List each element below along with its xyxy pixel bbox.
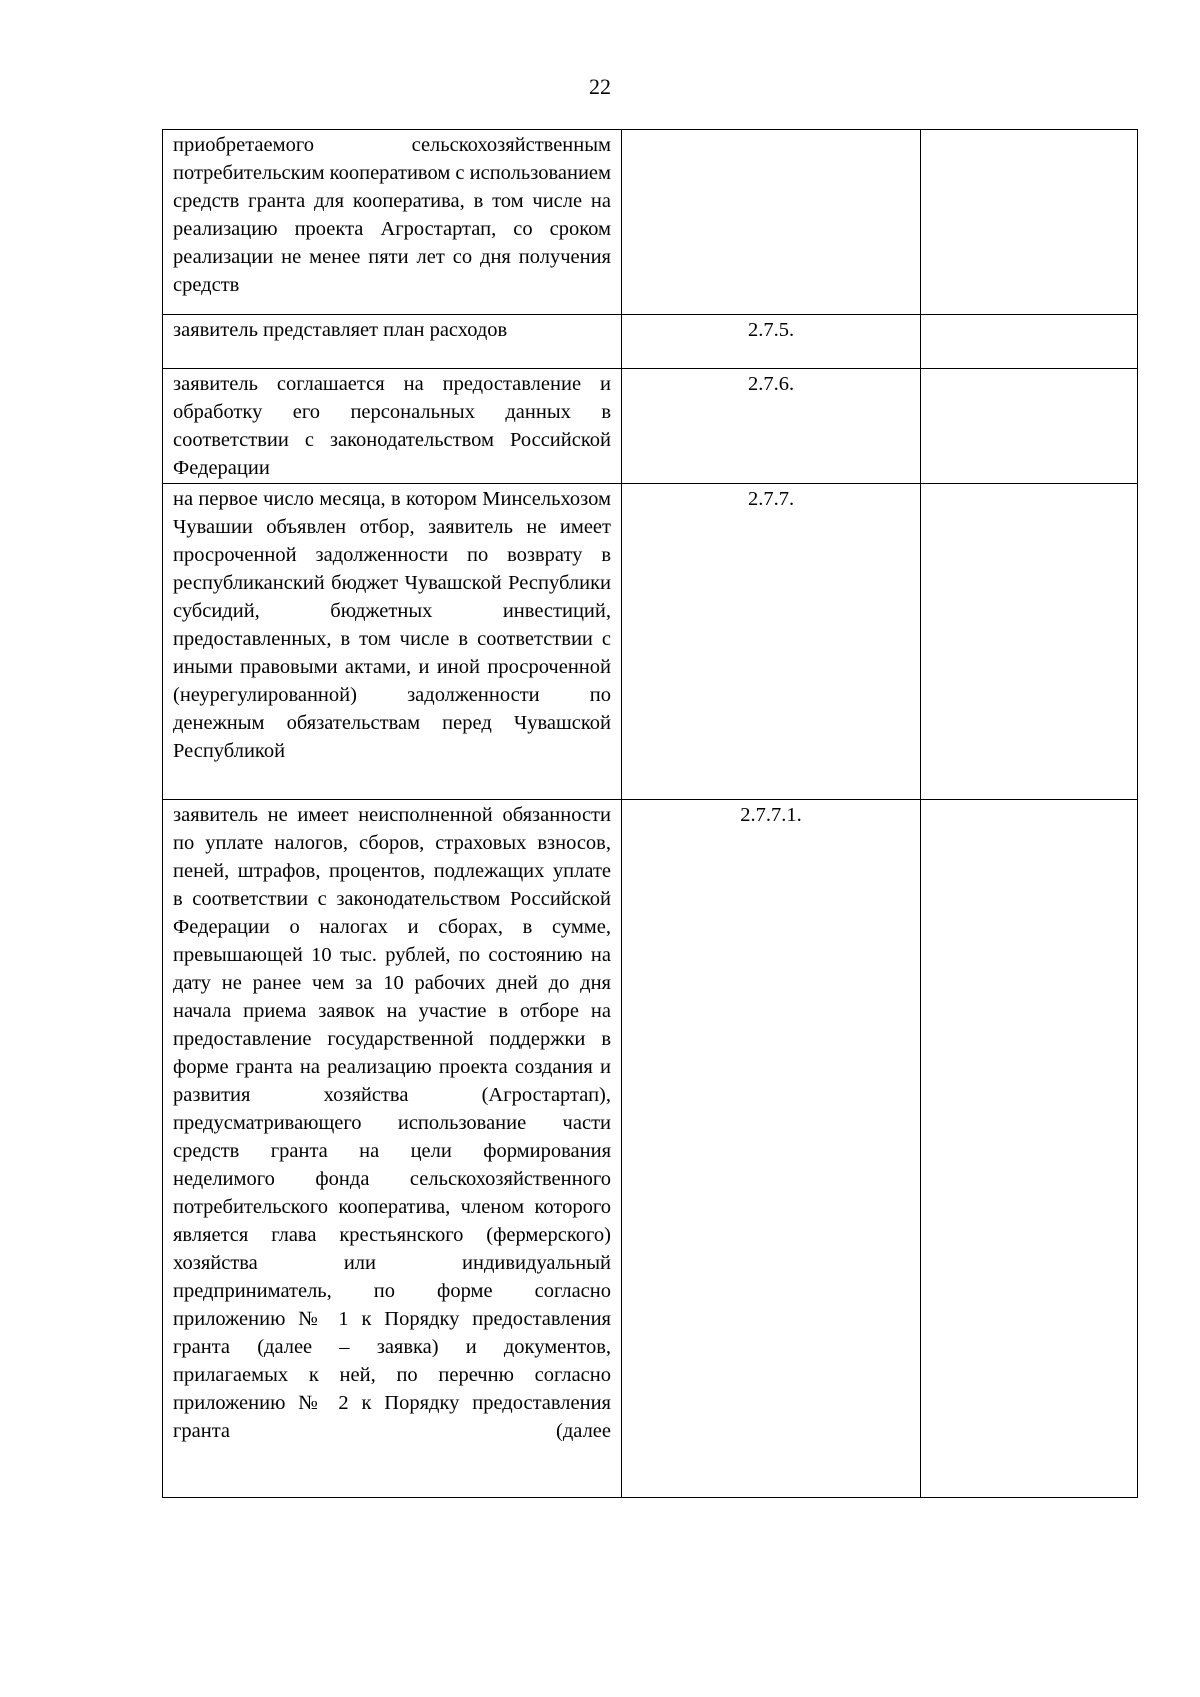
note-cell: [921, 800, 1138, 1498]
clause-number: 2.7.7.: [747, 488, 795, 510]
requirements-table: [162, 129, 1138, 1498]
table-row: [163, 800, 1138, 1498]
requirement-cell: [163, 484, 622, 800]
requirement-cell: [163, 800, 622, 1498]
note-cell: [921, 130, 1138, 315]
clause-number: 2.7.6.: [747, 373, 795, 395]
clause-cell: [622, 315, 921, 369]
requirement-text: на первое число месяца, в котором Минсельхозом Чувашии объявлен отбор, заявитель не имеет просроченной задолженности по возврату в республиканский бюджет Чувашской Республики субсидий, бюджетных инвестиций, предоставленных, в том числе в соответствии с иными правовыми актами, и иной просроченной (неурегулированной) задолженности по денежным обязательствам перед Чувашской Республикой: [173, 488, 611, 762]
note-cell: [921, 484, 1138, 800]
requirement-cell: [163, 315, 622, 369]
clause-cell: [622, 484, 921, 800]
requirement-text: заявитель соглашается на предоставление и обработку его персональных данных в соответствии с законодательством Российской Федерации: [173, 373, 611, 479]
requirement-text: приобретаемого сельскохозяйственным потребительским кооперативом с использованием средств гранта для кооператива, в том числе на реализацию проекта Агростартап, со сроком реализации не менее пяти лет со дня получения средств: [173, 134, 611, 296]
clause-number: 2.7.7.1.: [740, 804, 802, 826]
clause-cell: [622, 369, 921, 484]
requirement-text: заявитель не имеет неисполненной обязанности по уплате налогов, сборов, страховых взносов, пеней, штрафов, процентов, подлежащих уплате в соответствии с законодательством Российской Федерации о налогах и сборах, в сумме, превышающей 10 тыс. рублей, по состоянию на дату не ранее чем за 10 рабочих дней до дня начала приема заявок на участие в отборе на предоставление государственной поддержки в форме гранта на реализацию проекта создания и развития хозяйства (Агростартап), предусматривающего использование части средств гранта на цели формирования неделимого фонда сельскохозяйственного потребительского кооператива, членом которого является глава крестьянского (фермерского) хозяйства или индивидуальный предприниматель, по форме согласно приложению № 1 к Порядку предоставления гранта (далее – заявка) и документов, прилагаемых к ней, по перечню согласно приложению № 2 к Порядку предоставления гранта (далее: [173, 804, 611, 1442]
requirement-cell: [163, 130, 622, 315]
table-row: [163, 484, 1138, 800]
clause-cell: [622, 800, 921, 1498]
table-row: [163, 369, 1138, 484]
note-cell: [921, 369, 1138, 484]
table-row: [163, 315, 1138, 369]
clause-number: 2.7.5.: [747, 319, 795, 341]
requirement-text: заявитель представляет план расходов: [173, 319, 508, 341]
note-cell: [921, 315, 1138, 369]
clause-cell: [622, 130, 921, 315]
table-row: [163, 130, 1138, 315]
requirement-cell: [163, 369, 622, 484]
page-number: 22: [589, 74, 611, 99]
